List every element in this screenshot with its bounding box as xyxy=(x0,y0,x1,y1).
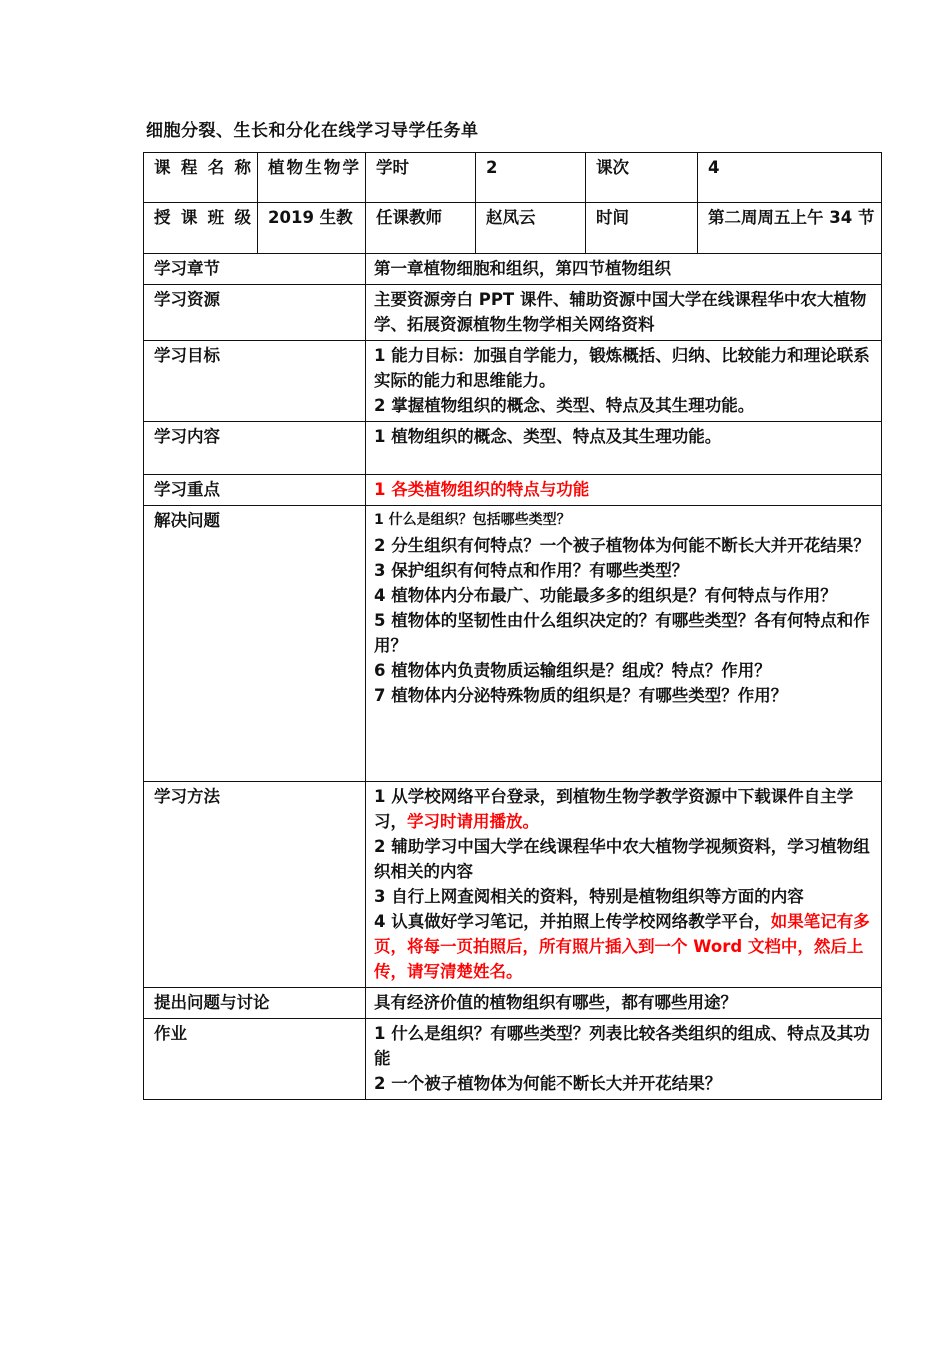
chapter-label: 学习章节 xyxy=(144,254,366,285)
discussion-value: 具有经济价值的植物组织有哪些，都有哪些用途？ xyxy=(366,988,882,1019)
problem-item: 4 植物体内分布最广、功能最多多的组织是？有何特点与作用？ xyxy=(374,586,837,605)
resources-value: 主要资源旁白 PPT 课件、辅助资源中国大学在线课程华中农大植物学、拓展资源植物生物学相关网络资料 xyxy=(366,285,882,341)
session-value: 4 xyxy=(698,153,882,203)
course-name-value: 植物生物学 xyxy=(258,153,366,203)
table-row-chapter xyxy=(144,254,882,285)
problems-value xyxy=(366,506,882,782)
class-value: 2019 生教 xyxy=(258,203,366,254)
hours-label: 学时 xyxy=(366,153,476,203)
table-row-resources xyxy=(144,285,882,341)
problem-item: 6 植物体内负责物质运输组织是？组成？特点？作用？ xyxy=(374,661,771,680)
objective-line: 1 能力目标：加强自学能力，锻炼概括、归纳、比较能力和理论联系实际的能力和思维能力。 xyxy=(374,346,870,390)
teacher-label: 任课教师 xyxy=(366,203,476,254)
method-item: 3 自行上网查阅相关的资料，特别是植物组织等方面的内容 xyxy=(374,887,804,906)
objectives-label: 学习目标 xyxy=(144,341,366,422)
problem-item: 3 保护组织有何特点和作用？有哪些类型？ xyxy=(374,561,689,580)
course-name-label: 课程名称 xyxy=(144,153,258,203)
session-label: 课次 xyxy=(586,153,698,203)
problem-item: 5 植物体的坚韧性由什么组织决定的？有哪些类型？各有何特点和作用？ xyxy=(374,611,870,655)
hours-value: 2 xyxy=(476,153,586,203)
problem-item: 1 什么是组织？包括哪些类型？ xyxy=(374,512,571,528)
teacher-value: 赵凤云 xyxy=(476,203,586,254)
table-row-objectives xyxy=(144,341,882,422)
time-label: 时间 xyxy=(586,203,698,254)
methods-label: 学习方法 xyxy=(144,782,366,988)
content-label: 学习内容 xyxy=(144,422,366,475)
method-text: 1 从学校网络平台登录，到植物生物学教学资源中下载课件自主学习， xyxy=(374,787,854,831)
key-points-label: 学习重点 xyxy=(144,475,366,506)
method-text: 4 认真做好学习笔记，并拍照上传学校网络教学平台， xyxy=(374,912,771,931)
problem-item: 7 植物体内分泌特殊物质的组织是？有哪些类型？作用？ xyxy=(374,686,788,705)
table-row-class xyxy=(144,203,882,254)
method-item: 2 辅助学习中国大学在线课程华中农大植物学视频资料，学习植物组织相关的内容 xyxy=(374,837,870,881)
method-highlight: 学习时请用播放。 xyxy=(407,812,539,831)
table-row-problems xyxy=(144,506,882,782)
homework-item: 1 什么是组织？有哪些类型？列表比较各类组织的组成、特点及其功能 xyxy=(374,1024,870,1068)
time-value: 第二周周五上午 34 节 xyxy=(698,203,882,254)
table-row-homework xyxy=(144,1019,882,1100)
table-row-course xyxy=(144,153,882,203)
objectives-value xyxy=(366,341,882,422)
homework-item: 2 一个被子植物体为何能不断长大并开花结果？ xyxy=(374,1074,722,1093)
problem-item: 2 分生组织有何特点？一个被子植物体为何能不断长大并开花结果？ xyxy=(374,536,870,555)
methods-value xyxy=(366,782,882,988)
discussion-label: 提出问题与讨论 xyxy=(144,988,366,1019)
task-sheet-table xyxy=(143,152,882,1100)
table-row-discussion xyxy=(144,988,882,1019)
homework-value xyxy=(366,1019,882,1100)
method-item xyxy=(374,909,875,984)
document-title: 细胞分裂、生长和分化在线学习导学任务单 xyxy=(146,121,479,141)
method-item xyxy=(374,784,875,834)
chapter-value: 第一章植物细胞和组织，第四节植物组织 xyxy=(366,254,882,285)
problems-label: 解决问题 xyxy=(144,506,366,782)
method-highlight: 如果笔记有多页，将每一页拍照后，所有照片插入到一个 Word 文档中，然后上传，请写清楚姓名。 xyxy=(374,912,870,981)
table-row-key-points xyxy=(144,475,882,506)
homework-label: 作业 xyxy=(144,1019,366,1100)
resources-label: 学习资源 xyxy=(144,285,366,341)
key-points-value: 1 各类植物组织的特点与功能 xyxy=(366,475,882,506)
content-value: 1 植物组织的概念、类型、特点及其生理功能。 xyxy=(366,422,882,475)
table-row-methods xyxy=(144,782,882,988)
class-label: 授课班级 xyxy=(144,203,258,254)
objective-line: 2 掌握植物组织的概念、类型、特点及其生理功能。 xyxy=(374,396,755,415)
table-row-content xyxy=(144,422,882,475)
